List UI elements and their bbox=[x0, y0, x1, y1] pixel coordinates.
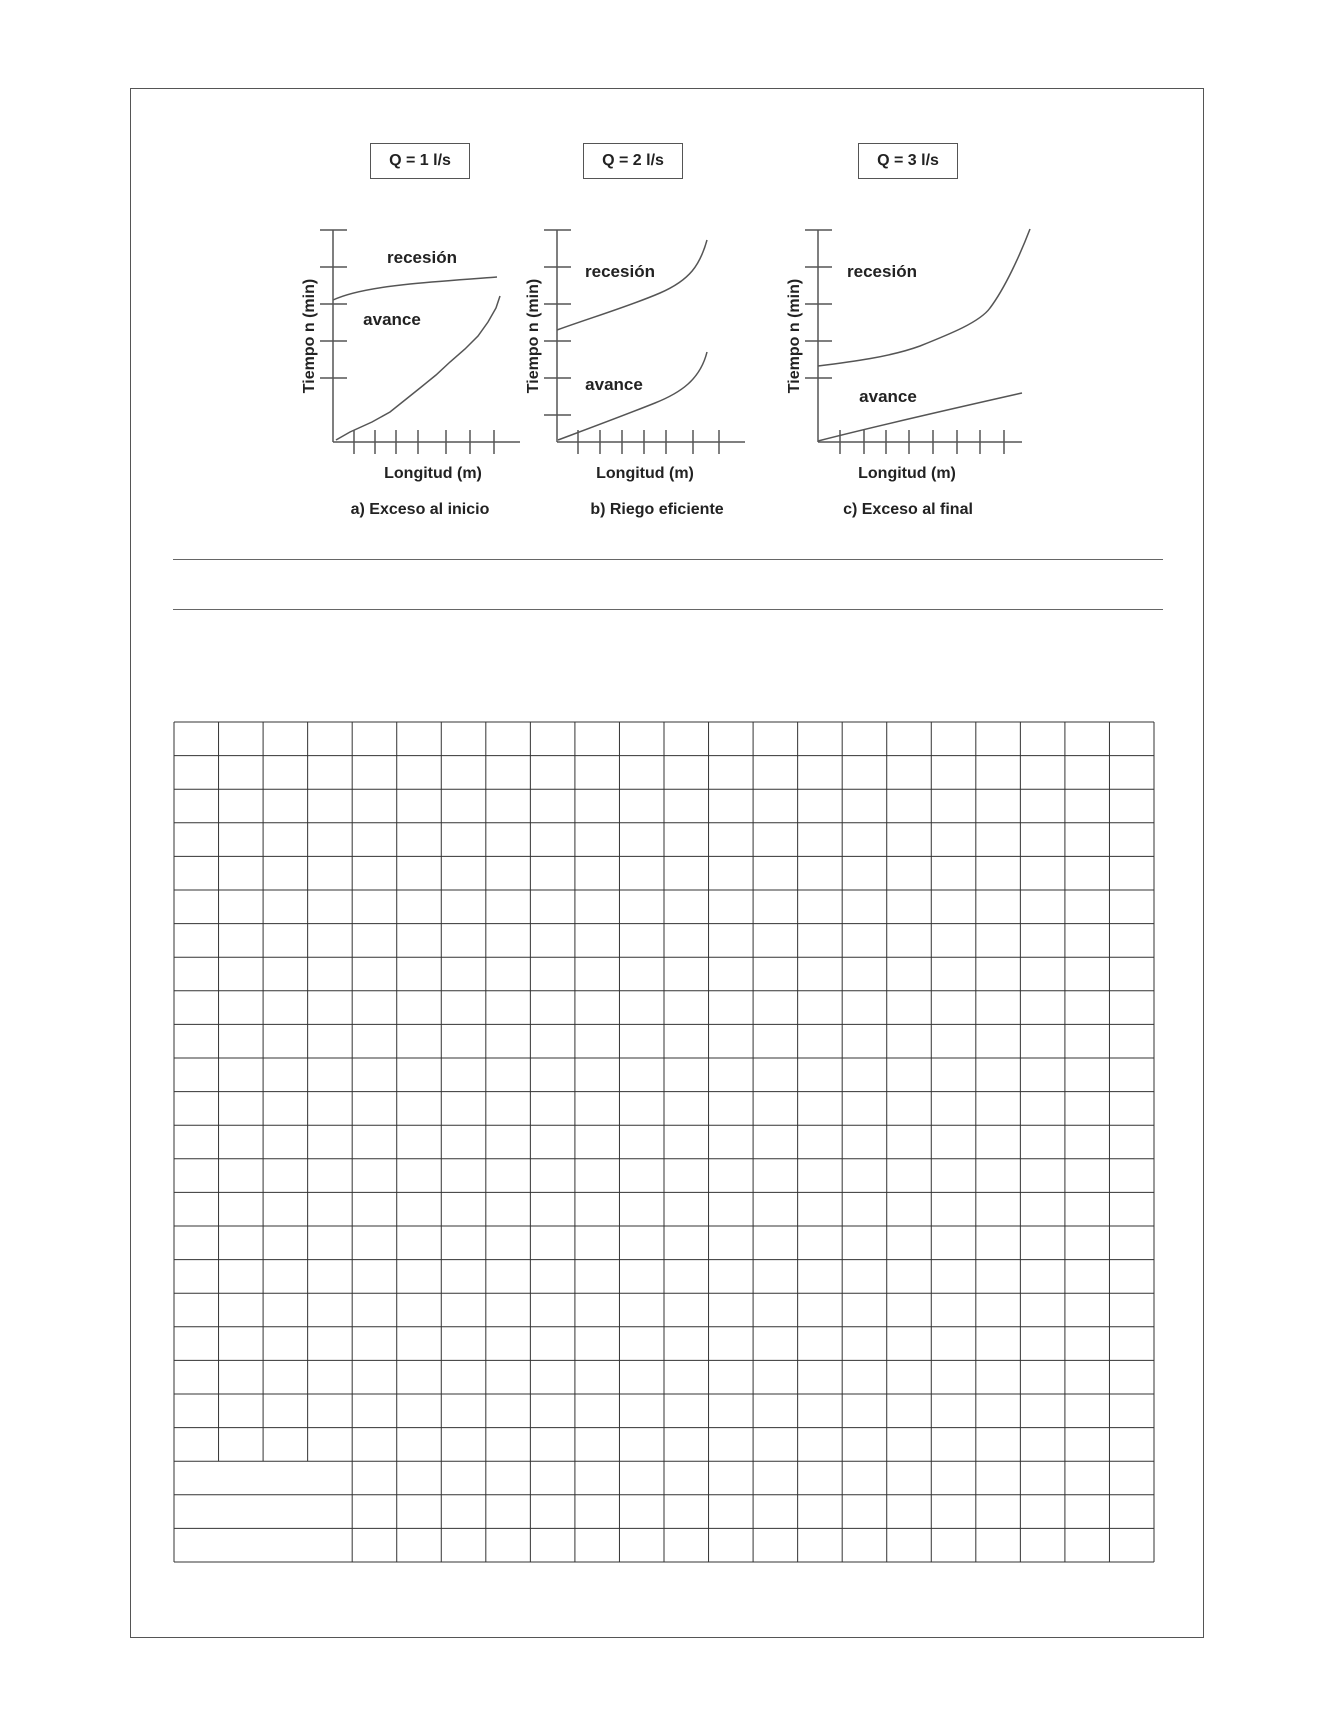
flow-label: Q = 1 l/s bbox=[389, 152, 451, 169]
y-axis-label: Tiempo n (min) bbox=[525, 278, 542, 394]
recession-label: recesión bbox=[847, 262, 917, 281]
y-axis-label: Tiempo n (min) bbox=[301, 278, 318, 394]
panel-caption: c) Exceso al final bbox=[843, 501, 973, 518]
x-axis-label: Longitud (m) bbox=[596, 465, 694, 482]
recession-curve bbox=[818, 229, 1030, 366]
irrigation-diagrams bbox=[0, 0, 1338, 540]
recession-label: recesión bbox=[585, 262, 655, 281]
recession-label: recesión bbox=[387, 248, 457, 267]
x-axis-label: Longitud (m) bbox=[858, 465, 956, 482]
flow-label: Q = 3 l/s bbox=[877, 152, 939, 169]
advance-label: avance bbox=[363, 310, 421, 329]
recession-curve bbox=[557, 240, 707, 330]
advance-curve bbox=[818, 393, 1022, 441]
divider-line bbox=[173, 559, 1163, 560]
divider-line bbox=[173, 609, 1163, 610]
flow-label: Q = 2 l/s bbox=[602, 152, 664, 169]
advance-curve bbox=[558, 352, 707, 440]
x-axis-label: Longitud (m) bbox=[384, 465, 482, 482]
y-axis-label: Tiempo n (min) bbox=[786, 278, 803, 394]
panel-caption: a) Exceso al inicio bbox=[350, 501, 490, 518]
advance-label: avance bbox=[859, 387, 917, 406]
grid-table bbox=[173, 721, 1155, 1563]
advance-label: avance bbox=[585, 375, 643, 394]
panel-caption: b) Riego eficiente bbox=[590, 501, 724, 518]
recession-curve bbox=[333, 277, 497, 300]
